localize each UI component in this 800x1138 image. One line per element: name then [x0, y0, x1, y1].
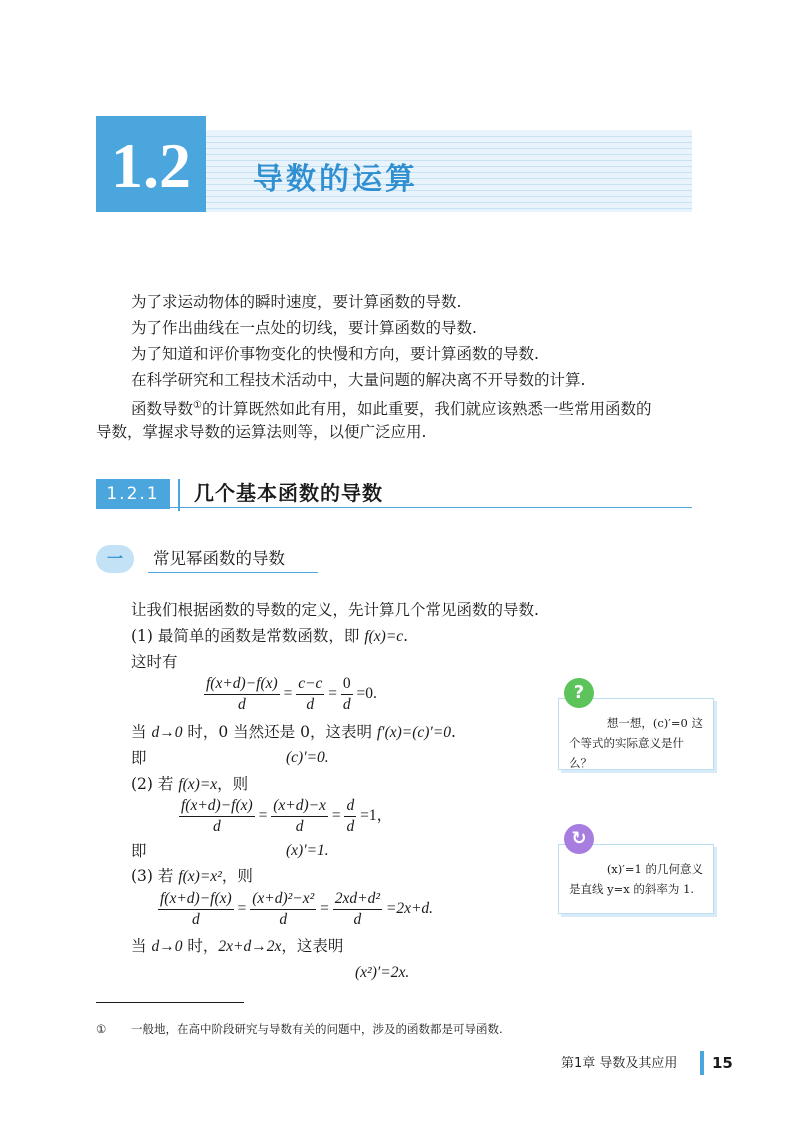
body-text: ，这表明	[281, 937, 344, 955]
math-expr: d→0	[151, 938, 183, 955]
bullet-marker: 一	[106, 549, 123, 568]
numerator: (x+d)²−x²	[250, 889, 316, 910]
math-expr: f(x)=x²	[178, 868, 222, 885]
body-line-7	[131, 838, 329, 864]
sidebox-line: 个等式的实际意义是什么？	[569, 736, 684, 770]
body-text: (3) 若	[131, 867, 179, 885]
body-text: ，则	[217, 775, 249, 793]
body-line-1: 让我们根据函数的导数的定义，先计算几个常见函数的导数.	[131, 601, 539, 619]
math-expr: (x)′=1.	[286, 842, 329, 859]
footer-divider	[700, 1051, 704, 1075]
math-expr: d→0	[151, 724, 183, 741]
fraction	[333, 889, 382, 930]
think-sidebox	[558, 698, 714, 770]
intro-text: 的计算既然如此有用，如此重要，我们就应该熟悉一些常用函数的	[201, 400, 652, 419]
numerator: (x+d)−x	[271, 796, 328, 817]
body-line-5	[131, 745, 329, 771]
intro-line-5	[131, 393, 652, 422]
body-text: 即	[131, 842, 147, 860]
body-text: 时，0 当然还是 0，这表明	[182, 723, 377, 741]
intro-line-4: 在科学研究和工程技术活动中，大量问题的解决离不开导数的计算.	[131, 371, 586, 389]
body-text: 即	[131, 749, 147, 767]
fraction	[179, 796, 255, 837]
body-text: 当	[131, 723, 152, 741]
denominator: d	[191, 911, 200, 928]
intro-text: 函数导数	[131, 400, 194, 419]
question-icon: ?	[564, 678, 594, 708]
footnote-rule	[96, 1002, 244, 1003]
numerator: f(x+d)−f(x)	[204, 674, 280, 695]
denominator: d	[279, 911, 288, 928]
fraction	[204, 674, 280, 715]
denominator: d	[353, 911, 362, 928]
sidebox-line: 是直线 y=x 的斜率为 1.	[569, 882, 695, 896]
note-sidebox	[558, 844, 714, 914]
intro-line-3: 为了知道和评价事物变化的快慢和方向，要计算函数的导数.	[131, 345, 539, 363]
body-line-2	[131, 623, 408, 650]
body-line-3: 这时有	[131, 653, 178, 671]
math-expr: 2x+d→2x	[218, 938, 282, 955]
fraction	[271, 796, 328, 837]
page-number: 15	[712, 1054, 733, 1072]
equation-result: =1，	[360, 807, 393, 825]
body-text: (2) 若	[131, 775, 179, 793]
body-text: .	[403, 627, 409, 645]
math-expr: (x²)′=2x.	[355, 964, 410, 981]
fraction	[250, 889, 316, 930]
body-text: .	[451, 723, 456, 741]
fraction	[158, 889, 234, 930]
body-line-10	[355, 959, 409, 986]
sidebox-line: 想一想，(c)′=0 这	[606, 716, 703, 730]
denominator: d	[237, 696, 246, 713]
body-line-6	[131, 771, 248, 798]
footnote-text: 一般地，在高中阶段研究与导数有关的问题中，涉及的函数都是可导函数.	[131, 1022, 503, 1036]
sidebox-line: (x)′=1 的几何意义	[606, 862, 703, 876]
body-text: 当	[131, 937, 152, 955]
math-expr: f(x)=x	[178, 776, 218, 793]
equation-result: =0.	[356, 685, 377, 703]
equation-result: =2x+d.	[385, 900, 434, 918]
section-number: 1.2	[111, 130, 191, 201]
numerator: d	[344, 796, 356, 817]
numerator: 0	[341, 674, 353, 695]
footnote-ref[interactable]: ①	[193, 400, 202, 411]
body-text: (1) 最简单的函数是常数函数，即	[131, 627, 365, 645]
numerator: f(x+d)−f(x)	[158, 889, 234, 910]
math-expr: f′(x)=(c)′=0	[376, 724, 452, 741]
footer-chapter: 第1章 导数及其应用	[561, 1056, 678, 1071]
fraction	[296, 674, 324, 715]
subsection-number: 1.2.1	[106, 484, 160, 504]
body-line-9	[131, 933, 343, 960]
math-expr: (c)′=0.	[286, 749, 329, 766]
refresh-icon: ↻	[564, 824, 594, 854]
math-expr: f(x)=c	[364, 628, 404, 645]
numerator: 2xd+d²	[333, 889, 382, 910]
body-line-8	[131, 863, 253, 890]
bullet-title: 常见幂函数的导数	[153, 549, 285, 568]
bullet-rule	[148, 572, 318, 573]
subsection-rule	[96, 507, 692, 508]
intro-line-1: 为了求运动物体的瞬时速度，要计算函数的导数.	[131, 293, 462, 311]
denominator: d	[342, 696, 351, 713]
fraction	[341, 674, 353, 715]
intro-line-2: 为了作出曲线在一点处的切线，要计算函数的导数.	[131, 319, 477, 337]
denominator: d	[295, 818, 304, 835]
section-title: 导数的运算	[253, 162, 418, 197]
fraction	[344, 796, 356, 837]
body-line-4	[131, 719, 456, 746]
equation-3: $\frac{f(x+d)-f(x)}{d}$ = $\frac{\text{(x+d)²−x²}}{d}$ = $\frac{\text{2xd+d²}}{d}$ =2x+d.	[160, 890, 434, 928]
equation-1: $\frac{f(x+d)-f(x)}{d}$ = $\frac{c-c}{d}$ = $\frac{0}{d}$ =0.	[206, 675, 377, 713]
denominator: d	[306, 696, 315, 713]
subsection-title: 几个基本函数的导数	[194, 481, 383, 505]
numerator: c−c	[296, 674, 324, 695]
body-text: ，则	[221, 867, 253, 885]
numerator: f(x+d)−f(x)	[179, 796, 255, 817]
intro-line-6: 导数，掌握求导数的运算法则等，以便广泛应用.	[96, 423, 427, 441]
equation-2: $\frac{f(x+d)-f(x)}{d}$ = $\frac{(x+d)-x}{d}$ = $\frac{d}{d}$ =1，	[181, 797, 393, 835]
denominator: d	[346, 818, 355, 835]
body-text: 时，	[182, 937, 219, 955]
denominator: d	[212, 818, 221, 835]
footnote-mark: ①	[96, 1022, 107, 1036]
